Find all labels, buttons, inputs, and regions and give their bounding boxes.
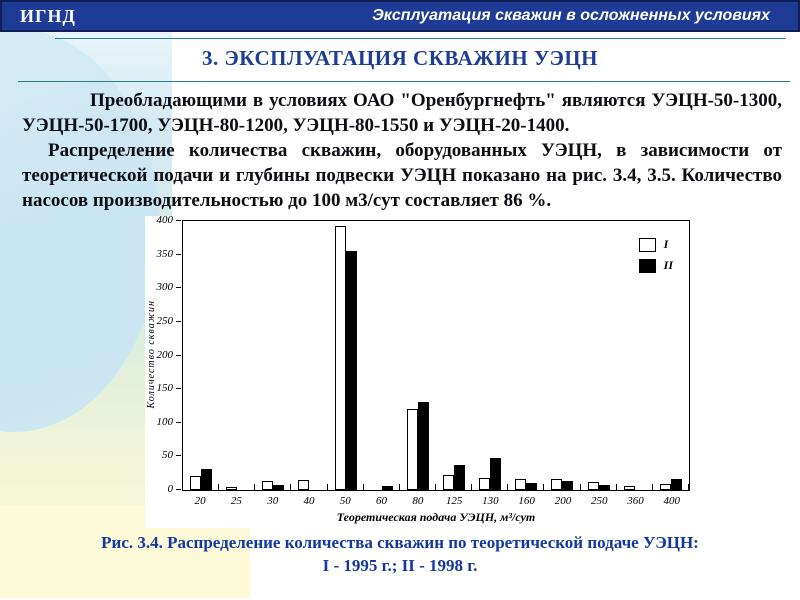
y-tick-mark: [176, 254, 181, 255]
bar-II-50: [346, 251, 357, 490]
bar-I-200: [551, 479, 562, 490]
bar-II-20: [201, 469, 212, 490]
bar-II-200: [562, 481, 573, 490]
plot-groups: [183, 221, 689, 490]
legend-item-I: [639, 237, 673, 252]
bar-I-160: [515, 479, 526, 490]
y-tick-mark: [176, 321, 181, 322]
paragraph-2: Распределение количества скважин, оборудованных УЭЦН, в зависимости от теоретической подачи и глубины подвески УЭЦН показано на рис. 3.4, 3.5. Количество насосов производительностью до 100 м3/сут составляет 86 %.: [22, 140, 782, 211]
x-tick-mark: [254, 484, 255, 490]
bar-II-250: [599, 485, 610, 490]
bar-I-25: [226, 487, 237, 490]
bar-II-160: [526, 483, 537, 490]
divider-line-under-title: [18, 81, 790, 82]
paragraph-1: Преобладающими в условиях ОАО "Оренбургнефть" являются УЭЦН-50-1300, УЭЦН-50-1700, УЭЦН-80-1200, УЭЦН-80-1550 и УЭЦН-20-1400.: [22, 90, 782, 136]
y-tick-label: 250: [156, 314, 173, 327]
bar-I-360: [624, 486, 635, 490]
y-tick-mark: [176, 220, 181, 221]
bar-group-200: [544, 221, 580, 490]
plot-area: [182, 220, 690, 491]
x-tick-mark: [543, 484, 544, 490]
y-tick-label: 300: [156, 281, 173, 294]
bar-II-80: [418, 402, 429, 490]
x-tick-label: 25: [230, 495, 242, 507]
bar-I-400: [660, 484, 671, 490]
y-axis-title: [146, 220, 157, 489]
x-tick-mark: [652, 484, 653, 490]
bar-group-50: [328, 221, 364, 490]
y-tick-mark: [176, 355, 181, 356]
x-tick-label: 130: [482, 495, 499, 507]
bar-I-80: [407, 409, 418, 490]
x-tick-mark: [616, 484, 617, 490]
bar-II-125: [454, 465, 465, 490]
x-tick-label: 50: [339, 495, 351, 507]
bar-I-125: [443, 475, 454, 490]
y-tick-label: 400: [156, 214, 173, 226]
body-text: [22, 88, 782, 213]
x-tick-mark: [580, 484, 581, 490]
figure-caption: [0, 531, 800, 577]
y-tick-label: 0: [167, 483, 173, 495]
bar-II-60: [382, 486, 393, 490]
x-tick-mark: [327, 484, 328, 490]
bar-I-250: [588, 482, 599, 490]
x-tick-label: 200: [554, 495, 572, 507]
chart-legend: [639, 237, 673, 273]
bar-I-130: [479, 478, 490, 490]
bar-group-60: [364, 221, 400, 490]
bar-II-400: [671, 479, 682, 490]
bar-group-40: [291, 221, 327, 490]
y-tick-mark: [176, 489, 181, 490]
bar-group-25: [219, 221, 255, 490]
header-logo: ИГНД: [20, 5, 76, 26]
legend-swatch-II: [639, 259, 656, 273]
x-tick-mark: [290, 484, 291, 490]
bar-group-160: [508, 221, 544, 490]
x-tick-mark: [688, 484, 689, 490]
header-bar: [0, 0, 800, 32]
x-tick-label: 400: [663, 495, 681, 507]
bar-I-50: [335, 226, 346, 490]
x-tick-label: 160: [518, 495, 535, 507]
x-tick-label: 20: [194, 495, 206, 507]
bar-I-40: [298, 480, 309, 490]
y-tick-mark: [176, 455, 181, 456]
y-tick-mark: [176, 422, 181, 423]
bar-group-20: [183, 221, 219, 490]
x-tick-label: 40: [303, 495, 315, 507]
x-tick-label: 360: [627, 495, 644, 507]
y-tick-label: 50: [162, 449, 173, 462]
bar-group-80: [400, 221, 436, 490]
x-axis-title: Теоретическая подача УЭЦН, м³/сут: [336, 510, 536, 524]
y-tick-label: 100: [156, 415, 173, 428]
x-tick-mark: [182, 484, 183, 490]
x-tick-label: 30: [267, 495, 279, 507]
divider-line-top: [55, 38, 786, 39]
x-tick-label: 60: [376, 495, 388, 507]
x-tick-label: 125: [445, 495, 463, 507]
y-tick-mark: [176, 388, 181, 389]
x-tick-label: 80: [412, 495, 424, 507]
header-course-title: Эксплуатация скважин в осложненных условиях: [372, 7, 770, 24]
legend-label-II: II: [663, 258, 673, 272]
bar-I-20: [190, 476, 201, 490]
x-tick-mark: [507, 484, 508, 490]
x-tick-mark: [435, 484, 436, 490]
bar-II-130: [490, 458, 501, 490]
figure-caption-line1: Рис. 3.4. Распределение количества скважин по теоретической подаче УЭЦН:: [101, 533, 699, 552]
y-tick-label: 350: [156, 247, 173, 260]
bar-group-125: [436, 221, 472, 490]
x-tick-mark: [471, 484, 472, 490]
legend-item-II: [639, 258, 673, 273]
x-tick-mark: [218, 484, 219, 490]
x-axis-labels: [182, 495, 690, 507]
bar-II-30: [273, 485, 284, 490]
bar-I-30: [262, 481, 273, 490]
bar-group-30: [255, 221, 291, 490]
bar-group-250: [581, 221, 617, 490]
x-tick-label: 250: [590, 495, 608, 507]
bar-chart: [145, 216, 701, 528]
bar-group-130: [472, 221, 508, 490]
y-tick-mark: [176, 287, 181, 288]
y-tick-label: 150: [156, 382, 173, 395]
legend-swatch-I: [639, 238, 656, 252]
figure-caption-line2: I - 1995 г.; II - 1998 г.: [322, 556, 478, 575]
y-tick-label: 200: [156, 348, 173, 361]
x-tick-mark: [363, 484, 364, 490]
x-tick-mark: [399, 484, 400, 490]
y-axis-title-text: Количество скважин: [146, 300, 157, 409]
legend-label-I: I: [663, 237, 669, 251]
slide-title: 3. ЭКСПЛУАТАЦИЯ СКВАЖИН УЭЦН: [202, 46, 598, 70]
